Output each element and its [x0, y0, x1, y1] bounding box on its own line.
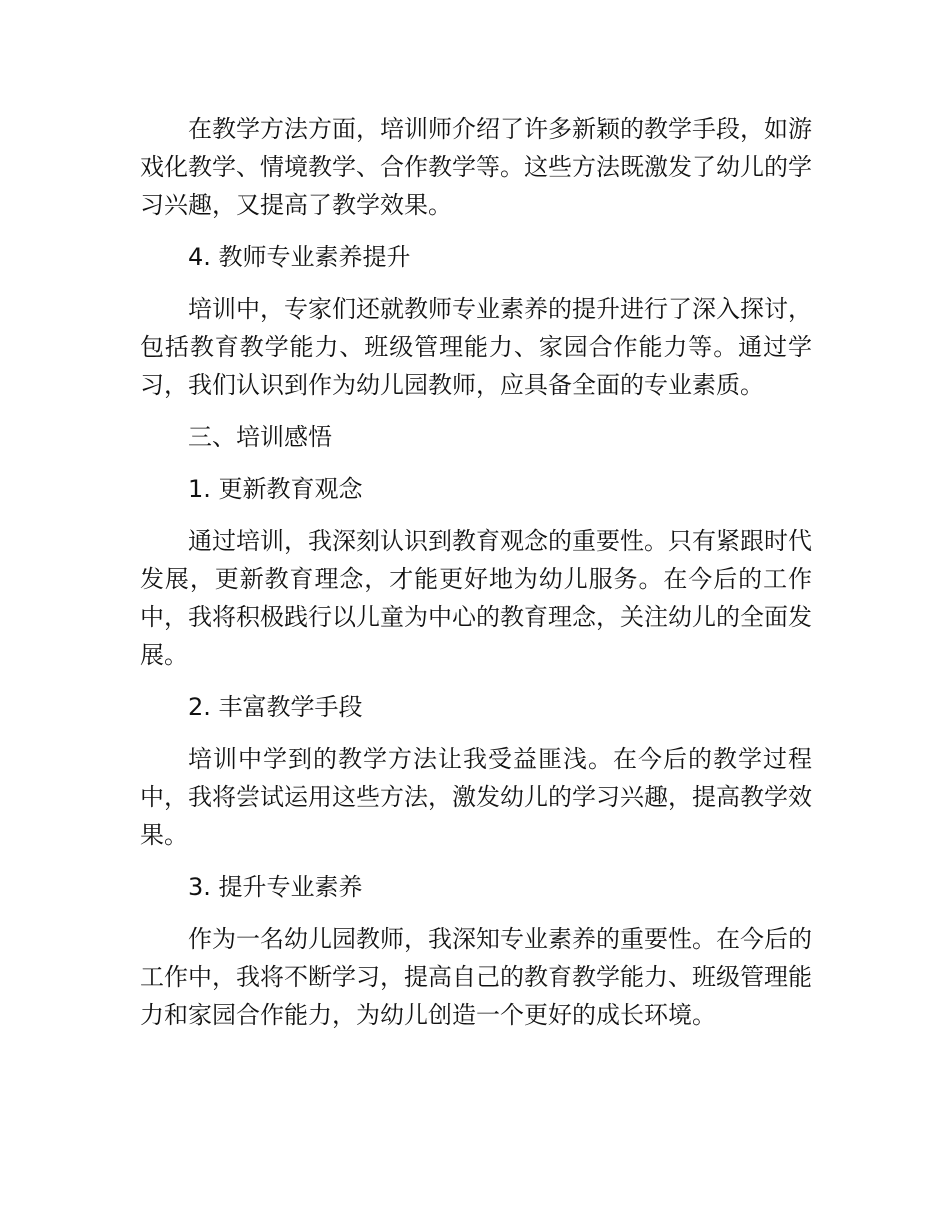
heading-improve-literacy: 3. 提升专业素养	[188, 873, 363, 901]
heading-teacher-literacy: 4. 教师专业素养提升	[188, 243, 411, 271]
paragraph-update-concepts: 通过培训，我深刻认识到教育观念的重要性。只有紧跟时代发展，更新教育理念，才能更好地为幼儿服务。在今后的工作中，我将积极践行以儿童为中心的教育理念，关注幼儿的全面发展。	[140, 527, 812, 669]
paragraph-teaching-methods: 在教学方法方面，培训师介绍了许多新颖的教学手段，如游戏化教学、情境教学、合作教学等。这些方法既激发了幼儿的学习兴趣，又提高了教学效果。	[140, 115, 812, 219]
paragraph-improve-literacy: 作为一名幼儿园教师，我深知专业素养的重要性。在今后的工作中，我将不断学习，提高自己的教育教学能力、班级管理能力和家园合作能力，为幼儿创造一个更好的成长环境。	[140, 925, 812, 1029]
heading-enrich-methods: 2. 丰富教学手段	[188, 693, 363, 721]
paragraph-enrich-methods: 培训中学到的教学方法让我受益匪浅。在今后的教学过程中，我将尝试运用这些方法，激发幼儿的学习兴趣，提高教学效果。	[140, 745, 812, 849]
heading-update-concepts: 1. 更新教育观念	[188, 475, 363, 503]
section-heading-training-insights: 三、培训感悟	[188, 423, 332, 451]
paragraph-teacher-literacy: 培训中，专家们还就教师专业素养的提升进行了深入探讨，包括教育教学能力、班级管理能力、家园合作能力等。通过学习，我们认识到作为幼儿园教师，应具备全面的专业素质。	[140, 295, 812, 399]
document-body	[140, 110, 812, 1048]
